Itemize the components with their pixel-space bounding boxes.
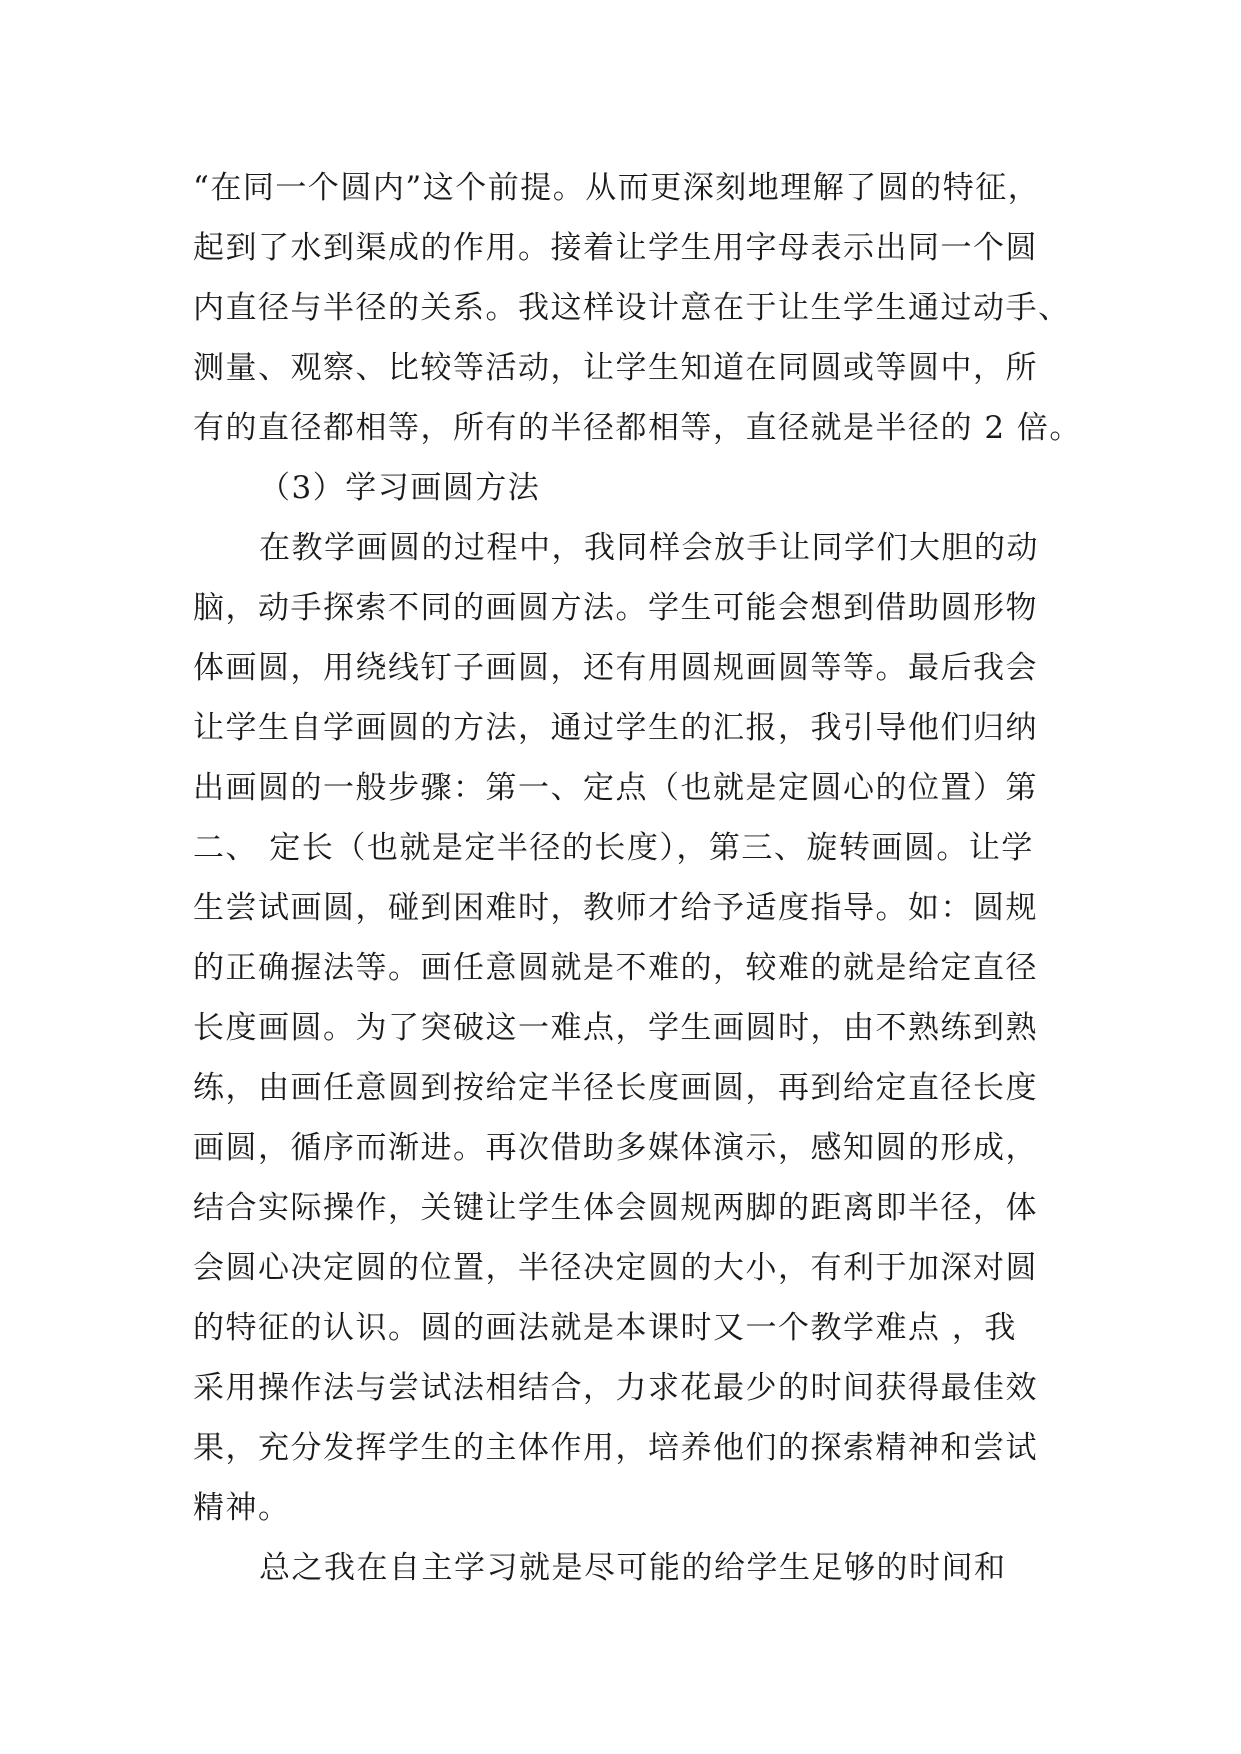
text-line: 出画圆的一般步骤：第一、定点（也就是定圆心的位置）第	[193, 770, 1038, 806]
text-line: 精神。	[193, 1490, 291, 1526]
text-line: 练，由画任意圆到按给定半径长度画圆，再到给定直径长度	[193, 1070, 1038, 1106]
text-line: 在教学画圆的过程中，我同样会放手让同学们大胆的动	[259, 530, 1039, 566]
text-line: 的正确握法等。画任意圆就是不难的，较难的就是给定直径	[193, 950, 1038, 986]
text-line: 脑，动手探索不同的画圆方法。学生可能会想到借助圆形物	[193, 590, 1038, 626]
text-line: 的特征的认识。圆的画法就是本课时又一个教学难点 ，我	[193, 1310, 1017, 1346]
text-line: 生尝试画圆，碰到困难时，教师才给予适度指导。如：圆规	[193, 890, 1038, 926]
text-line: 二、 定长（也就是定半径的长度），第三、旋转画圆。让学	[193, 830, 1034, 866]
text-line: 有的直径都相等，所有的半径都相等，直径就是半径的 2 倍。	[193, 410, 1082, 446]
text-line: 内直径与半径的关系。我这样设计意在于让生学生通过动手、	[193, 290, 1071, 326]
text-line: 采用操作法与尝试法相结合，力求花最少的时间获得最佳效	[193, 1370, 1038, 1406]
text-line: 果，充分发挥学生的主体作用，培养他们的探索精神和尝试	[193, 1430, 1038, 1466]
text-line: 让学生自学画圆的方法，通过学生的汇报，我引导他们归纳	[193, 710, 1038, 746]
text-line: 起到了水到渠成的作用。接着让学生用字母表示出同一个圆	[193, 230, 1038, 266]
text-line: 总之我在自主学习就是尽可能的给学生足够的时间和	[259, 1550, 1007, 1586]
text-line: 画圆，循序而渐进。再次借助多媒体演示，感知圆的形成，	[193, 1130, 1038, 1166]
text-line: 长度画圆。为了突破这一难点，学生画圆时，由不熟练到熟	[193, 1010, 1038, 1046]
text-line: 体画圆，用绕线钉子画圆，还有用圆规画圆等等。最后我会	[193, 650, 1038, 686]
body-text	[193, 158, 1093, 1598]
text-line: 会圆心决定圆的位置，半径决定圆的大小，有利于加深对圆	[193, 1250, 1038, 1286]
text-line: 测量、观察、比较等活动，让学生知道在同圆或等圆中，所	[193, 350, 1038, 386]
section-heading: （3）学习画圆方法	[259, 470, 541, 506]
text-line: “在同一个圆内”这个前提。从而更深刻地理解了圆的特征，	[193, 170, 1041, 206]
text-line: 结合实际操作，关键让学生体会圆规两脚的距离即半径，体	[193, 1190, 1038, 1226]
